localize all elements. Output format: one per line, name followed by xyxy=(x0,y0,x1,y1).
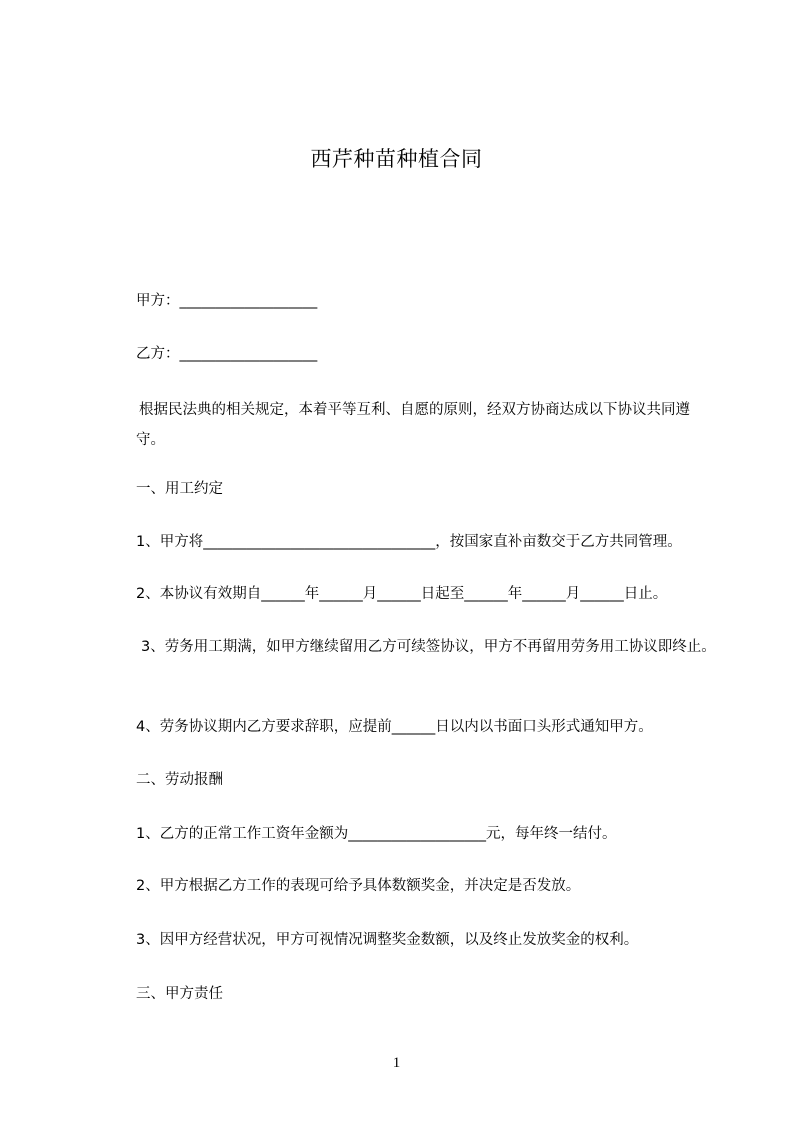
document-title: 西芹种苗种植合同 xyxy=(310,147,483,171)
preamble-paragraph: 根据民法典的相关规定，本着平等互利、自愿的原则，经双方协商达成以下协议共同遵守。 xyxy=(136,402,690,448)
section-1-item-4: 4、劳务协议期内乙方要求辞职，应提前______日以内以书面口头形式通知甲方。 xyxy=(136,719,653,735)
section-1-item-1: 1、甲方将________________________________，按国家直补亩数交于乙方共同管理。 xyxy=(136,534,682,550)
party-a-line: 甲方：___________________ xyxy=(136,293,318,309)
party-b-line: 乙方：___________________ xyxy=(136,346,318,362)
section-3-heading: 三、甲方责任 xyxy=(136,986,223,1002)
section-2-item-1: 1、乙方的正常工作工资年金额为___________________元，每年终一结付。 xyxy=(136,826,617,842)
section-2-item-2: 2、甲方根据乙方工作的表现可给予具体数额奖金，并决定是否发放。 xyxy=(136,878,581,894)
section-1-item-3: 3、劳务用工期满，如甲方继续留用乙方可续签协议，甲方不再留用劳务用工协议即终止。 xyxy=(141,639,716,655)
page-number: 1 xyxy=(392,1055,401,1071)
section-2-item-3: 3、因甲方经营状况，甲方可视情况调整奖金数额，以及终止发放奖金的权利。 xyxy=(136,932,639,948)
section-1-heading: 一、用工约定 xyxy=(136,481,223,497)
section-1-item-2: 2、本协议有效期自______年______月______日起至______年______月______日止。 xyxy=(136,586,668,602)
section-2-heading: 二、劳动报酬 xyxy=(136,772,223,788)
